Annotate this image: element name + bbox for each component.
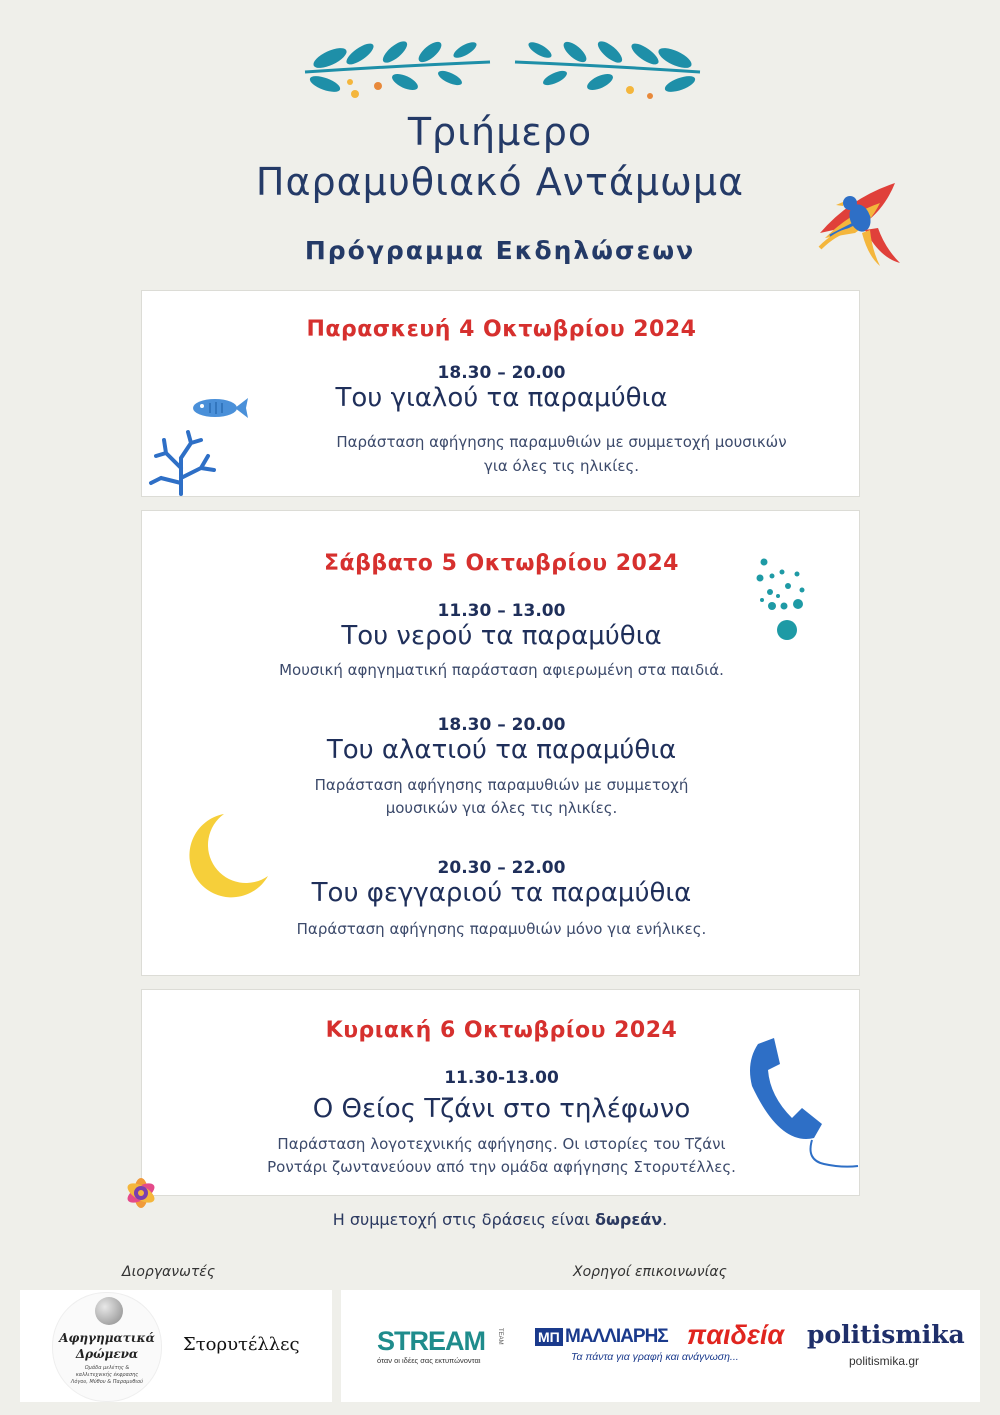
moon-icon — [188, 812, 270, 898]
org1-small-text: Ομάδα μελέτης & καλλιτεχνικής έκφρασης Λόγου, Μύθου & Παραμυθιού — [70, 1365, 144, 1385]
olive-branch-left-icon — [300, 40, 495, 100]
malliaris-paideia-logo — [535, 1320, 795, 1370]
free-note-end: . — [662, 1210, 668, 1229]
event-description-line2: για όλες τις ηλικίες. — [483, 457, 640, 475]
event-description-line2: Ροντάρι ζωντανεύουν από την ομάδα αφήγησης Στορυτέλλες. — [267, 1158, 736, 1176]
event-time: 18.30 – 20.00 — [437, 715, 566, 735]
sponsors-label: Χορηγοί επικοινωνίας — [573, 1264, 727, 1280]
event-title: Του φεγγαριού τα παραμύθια — [311, 878, 692, 908]
day-date: Κυριακή 6 Οκτωβρίου 2024 — [325, 1018, 678, 1043]
organizers-box — [20, 1290, 332, 1402]
politismika-logo — [807, 1320, 973, 1370]
sponsors-box — [341, 1290, 980, 1402]
malliaris-wordmark: ΜΑΛΛΙΑΡΗΣ — [565, 1326, 668, 1347]
org1-line2: Δρώμενα — [75, 1347, 139, 1361]
day-date: Σάββατο 5 Οκτωβρίου 2024 — [324, 551, 679, 576]
stream-team-logo — [377, 1326, 515, 1366]
event-description-line1: Παράσταση αφήγησης παραμυθιών με συμμετοχή μουσικών — [336, 433, 787, 451]
free-note-bold: δωρεάν — [595, 1210, 663, 1229]
event-time: 18.30 – 20.00 — [437, 363, 566, 383]
stream-tagline: όταν οι ιδέες σας εκτυπώνονται — [377, 1356, 481, 1365]
event-title: Ο Θείος Τζάνι στο τηλέφωνο — [312, 1094, 691, 1124]
event-time: 11.30 – 13.00 — [437, 601, 566, 621]
page-subtitle: Πρόγραμμα Εκδηλώσεων — [304, 236, 696, 265]
event-description-line2: μουσικών για όλες τις ηλικίες. — [385, 799, 618, 817]
organizers-label: Διοργανωτές — [122, 1264, 216, 1280]
event-time: 20.30 – 22.00 — [437, 858, 566, 878]
org1-line1: Αφηγηματικά — [59, 1331, 155, 1345]
event-description-line1: Παράσταση αφήγησης παραμυθιών με συμμετοχή — [314, 776, 689, 794]
event-title: Του γιαλού τα παραμύθια — [335, 383, 668, 413]
stream-team-mark: TEAM — [497, 1328, 503, 1345]
afigimatika-logo — [52, 1292, 162, 1402]
olive-branch-right-icon — [510, 40, 705, 100]
event-description-line1: Παράσταση λογοτεχνικής αφήγησης. Οι ιστορίες του Τζάνι — [277, 1135, 726, 1153]
free-note-text: Η συμμετοχή στις δράσεις είναι — [332, 1210, 596, 1229]
telephone-icon — [740, 1036, 860, 1172]
event-title: Του νερού τα παραμύθια — [341, 621, 662, 651]
day-date: Παρασκευή 4 Οκτωβρίου 2024 — [306, 317, 697, 342]
stream-wordmark: STREAM — [377, 1326, 485, 1356]
event-title: Του αλατιού τα παραμύθια — [326, 735, 677, 765]
paideia-tagline: Τα πάντα για γραφή και ανάγνωση... — [571, 1351, 739, 1363]
silver-sphere-icon — [95, 1297, 123, 1325]
politismika-wordmark: politismika — [807, 1320, 965, 1349]
bird-icon — [810, 178, 910, 268]
org2-name: Στορυτέλλες — [183, 1334, 300, 1355]
free-participation-note — [0, 1210, 1000, 1229]
event-description-line1: Παράσταση αφήγησης παραμυθιών μόνο για ενήλικες. — [296, 920, 707, 938]
event-time: 11.30-13.00 — [444, 1068, 559, 1088]
paideia-wordmark: παιδεία — [687, 1320, 785, 1350]
event-description-line1: Μουσική αφηγηματική παράσταση αφιερωμένη στα παιδιά. — [279, 661, 724, 679]
page-title-line2: Παραμυθιακό Αντάμωμα — [255, 160, 745, 204]
mp-mark: ΜΠ — [535, 1328, 563, 1346]
fish-icon — [190, 394, 250, 422]
politismika-url: politismika.gr — [849, 1354, 920, 1368]
page-title-line1: Τριήμερο — [407, 110, 593, 154]
bubbles-icon — [752, 556, 812, 642]
coral-icon — [146, 428, 221, 496]
